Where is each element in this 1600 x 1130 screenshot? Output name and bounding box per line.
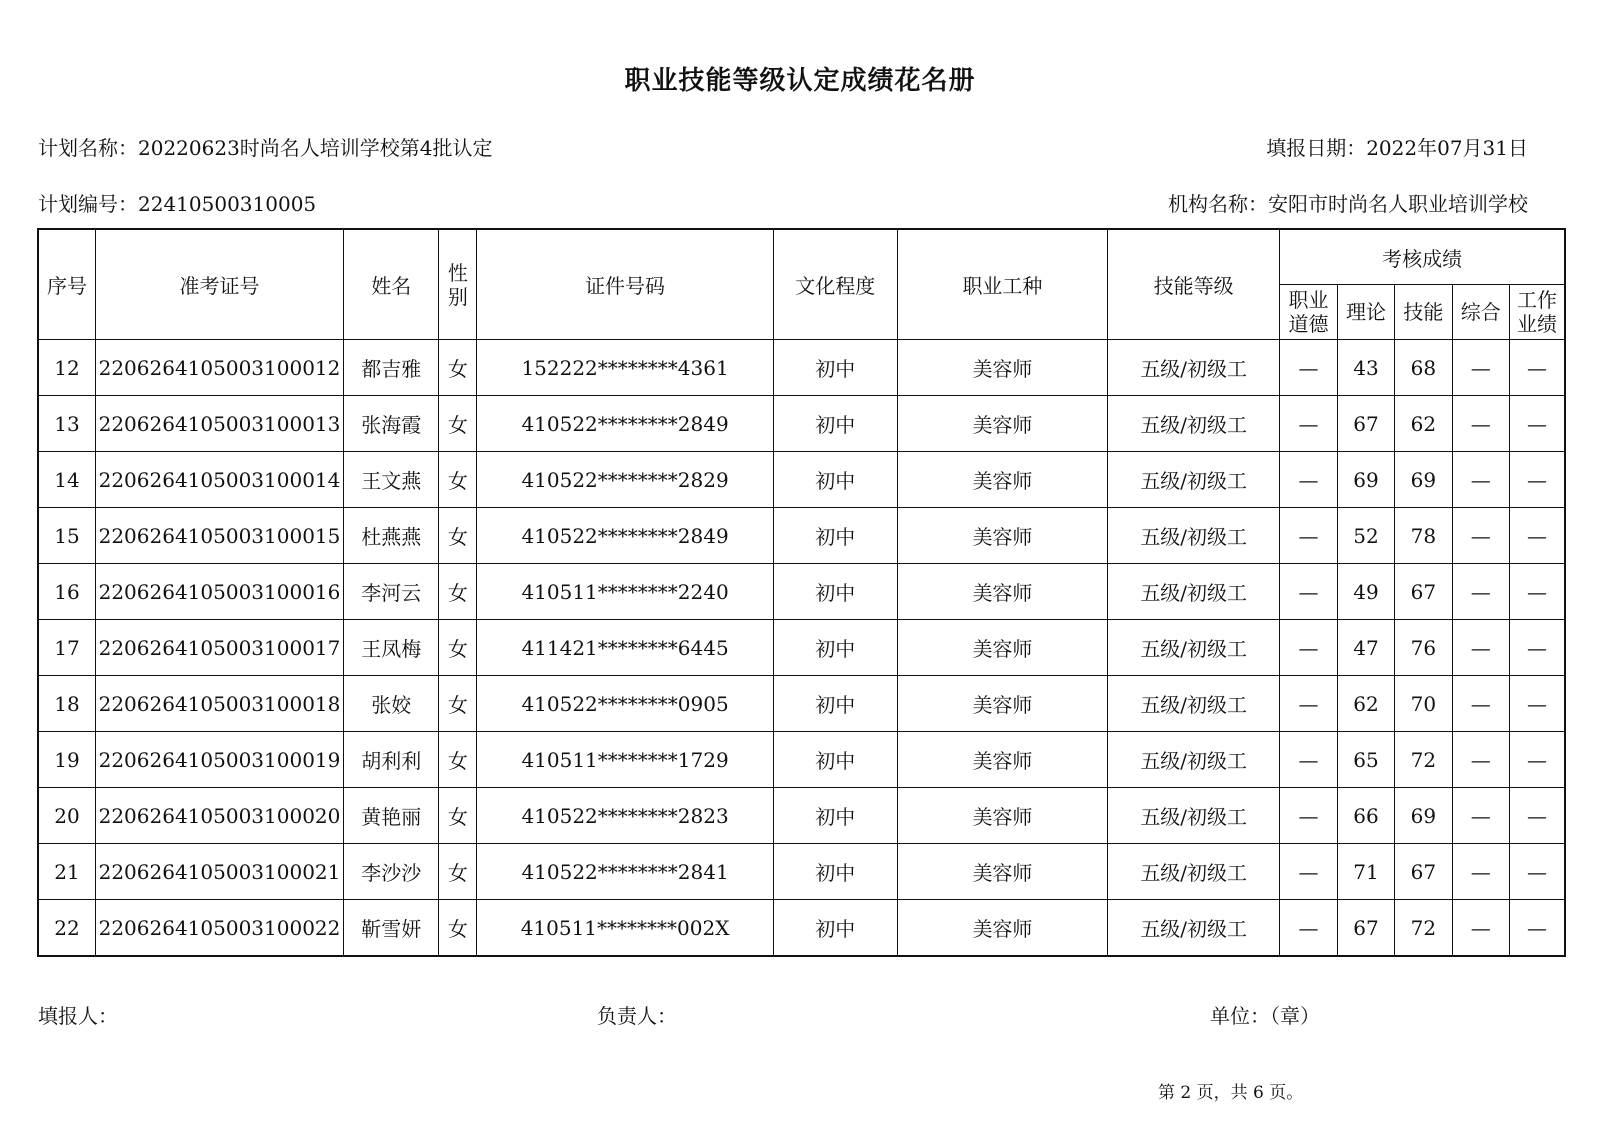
cell-exam-no: 2206264105003100017: [95, 620, 343, 676]
cell-seq: 20: [38, 788, 95, 844]
cell-gender: 女: [439, 676, 477, 732]
cell-theory: 43: [1337, 340, 1394, 396]
cell-performance: —: [1510, 452, 1565, 508]
cell-skill-level: 五级/初级工: [1108, 396, 1280, 452]
cell-education: 初中: [773, 340, 897, 396]
table-row: [38, 900, 1565, 957]
cell-seq: 18: [38, 676, 95, 732]
plan-no-label: 计划编号：: [38, 192, 138, 216]
cell-occupation: 美容师: [897, 508, 1107, 564]
cell-skill-level: 五级/初级工: [1108, 788, 1280, 844]
cell-name: 李河云: [344, 564, 439, 620]
cell-skill: 69: [1395, 788, 1452, 844]
cell-skill-level: 五级/初级工: [1108, 900, 1280, 957]
report-date-line: [1266, 132, 1528, 161]
cell-gender: 女: [439, 564, 477, 620]
table-row: [38, 340, 1565, 396]
cell-skill: 70: [1395, 676, 1452, 732]
cell-skill: 67: [1395, 844, 1452, 900]
cell-name: 王凤梅: [344, 620, 439, 676]
cell-gender: 女: [439, 396, 477, 452]
org-label: 机构名称：: [1168, 192, 1268, 216]
cell-gender: 女: [439, 844, 477, 900]
cell-id-no: 410522********2849: [477, 396, 773, 452]
filler-label: 填报人：: [38, 1004, 118, 1028]
cell-overall: —: [1452, 564, 1509, 620]
responsible-label: 负责人：: [597, 1004, 677, 1028]
cell-gender: 女: [439, 508, 477, 564]
cell-theory: 71: [1337, 844, 1394, 900]
cell-seq: 19: [38, 732, 95, 788]
table-row: [38, 564, 1565, 620]
cell-exam-no: 2206264105003100014: [95, 452, 343, 508]
cell-education: 初中: [773, 396, 897, 452]
cell-seq: 17: [38, 620, 95, 676]
cell-name: 张姣: [344, 676, 439, 732]
table-row: [38, 788, 1565, 844]
cell-theory: 66: [1337, 788, 1394, 844]
cell-performance: —: [1510, 620, 1565, 676]
cell-ethics: —: [1280, 452, 1337, 508]
cell-seq: 16: [38, 564, 95, 620]
cell-gender: 女: [439, 732, 477, 788]
document-title: 职业技能等级认定成绩花名册: [624, 66, 976, 96]
cell-gender: 女: [439, 340, 477, 396]
table-row: [38, 676, 1565, 732]
cell-overall: —: [1452, 508, 1509, 564]
cell-performance: —: [1510, 508, 1565, 564]
cell-id-no: 410511********002X: [477, 900, 773, 957]
cell-overall: —: [1452, 900, 1509, 957]
table-row: [38, 844, 1565, 900]
cell-occupation: 美容师: [897, 900, 1107, 957]
cell-theory: 65: [1337, 732, 1394, 788]
table-row: [38, 620, 1565, 676]
cell-exam-no: 2206264105003100021: [95, 844, 343, 900]
cell-seq: 13: [38, 396, 95, 452]
cell-gender: 女: [439, 788, 477, 844]
cell-performance: —: [1510, 788, 1565, 844]
header-ethics: 职业道德: [1280, 285, 1337, 340]
cell-performance: —: [1510, 676, 1565, 732]
cell-occupation: 美容师: [897, 844, 1107, 900]
cell-performance: —: [1510, 396, 1565, 452]
cell-overall: —: [1452, 396, 1509, 452]
cell-occupation: 美容师: [897, 340, 1107, 396]
cell-education: 初中: [773, 452, 897, 508]
plan-name-label: 计划名称：: [38, 136, 138, 160]
plan-name-line: [38, 132, 493, 161]
cell-skill: 72: [1395, 900, 1452, 957]
cell-theory: 67: [1337, 900, 1394, 957]
cell-name: 王文燕: [344, 452, 439, 508]
cell-seq: 14: [38, 452, 95, 508]
cell-ethics: —: [1280, 508, 1337, 564]
cell-exam-no: 2206264105003100015: [95, 508, 343, 564]
cell-exam-no: 2206264105003100019: [95, 732, 343, 788]
page-number: 第 2 页，共 6 页。: [1158, 1083, 1304, 1103]
cell-education: 初中: [773, 844, 897, 900]
cell-theory: 67: [1337, 396, 1394, 452]
header-seq: 序号: [38, 229, 95, 340]
score-roster-table: [37, 228, 1566, 957]
cell-name: 靳雪妍: [344, 900, 439, 957]
cell-ethics: —: [1280, 676, 1337, 732]
plan-name-value: 20220623时尚名人培训学校第4批认定: [138, 136, 493, 160]
org-name-value: 安阳市时尚名人职业培训学校: [1268, 192, 1528, 216]
cell-education: 初中: [773, 788, 897, 844]
cell-name: 都吉雅: [344, 340, 439, 396]
cell-name: 张海霞: [344, 396, 439, 452]
cell-skill: 76: [1395, 620, 1452, 676]
cell-performance: —: [1510, 564, 1565, 620]
cell-ethics: —: [1280, 788, 1337, 844]
cell-education: 初中: [773, 732, 897, 788]
cell-occupation: 美容师: [897, 676, 1107, 732]
cell-ethics: —: [1280, 844, 1337, 900]
header-performance: 工作业绩: [1510, 285, 1565, 340]
roster-body: [38, 340, 1565, 957]
cell-education: 初中: [773, 508, 897, 564]
cell-id-no: 411421********6445: [477, 620, 773, 676]
cell-skill-level: 五级/初级工: [1108, 452, 1280, 508]
header-skill: 技能: [1395, 285, 1452, 340]
header-gender: 性别: [439, 229, 477, 340]
header-occupation: 职业工种: [897, 229, 1107, 340]
cell-ethics: —: [1280, 900, 1337, 957]
cell-performance: —: [1510, 340, 1565, 396]
cell-skill-level: 五级/初级工: [1108, 732, 1280, 788]
cell-gender: 女: [439, 900, 477, 957]
cell-theory: 47: [1337, 620, 1394, 676]
cell-skill: 67: [1395, 564, 1452, 620]
cell-skill-level: 五级/初级工: [1108, 620, 1280, 676]
cell-skill-level: 五级/初级工: [1108, 564, 1280, 620]
cell-ethics: —: [1280, 396, 1337, 452]
header-theory: 理论: [1337, 285, 1394, 340]
cell-skill: 68: [1395, 340, 1452, 396]
cell-seq: 15: [38, 508, 95, 564]
cell-ethics: —: [1280, 620, 1337, 676]
cell-skill-level: 五级/初级工: [1108, 676, 1280, 732]
cell-id-no: 410522********2823: [477, 788, 773, 844]
report-date-label: 填报日期：: [1266, 136, 1367, 160]
cell-theory: 62: [1337, 676, 1394, 732]
cell-seq: 12: [38, 340, 95, 396]
plan-no-value: 22410500310005: [138, 192, 317, 216]
cell-education: 初中: [773, 900, 897, 957]
cell-skill: 72: [1395, 732, 1452, 788]
cell-ethics: —: [1280, 340, 1337, 396]
cell-ethics: —: [1280, 564, 1337, 620]
table-row: [38, 508, 1565, 564]
header-scores: 考核成绩: [1280, 229, 1565, 285]
cell-occupation: 美容师: [897, 620, 1107, 676]
header-overall: 综合: [1452, 285, 1509, 340]
cell-education: 初中: [773, 676, 897, 732]
cell-exam-no: 2206264105003100020: [95, 788, 343, 844]
cell-exam-no: 2206264105003100016: [95, 564, 343, 620]
cell-performance: —: [1510, 844, 1565, 900]
cell-occupation: 美容师: [897, 564, 1107, 620]
cell-overall: —: [1452, 788, 1509, 844]
cell-theory: 52: [1337, 508, 1394, 564]
cell-name: 李沙沙: [344, 844, 439, 900]
cell-overall: —: [1452, 452, 1509, 508]
header-skill-level: 技能等级: [1108, 229, 1280, 340]
cell-name: 黄艳丽: [344, 788, 439, 844]
cell-performance: —: [1510, 900, 1565, 957]
cell-seq: 22: [38, 900, 95, 957]
cell-name: 胡利利: [344, 732, 439, 788]
cell-skill: 62: [1395, 396, 1452, 452]
cell-theory: 69: [1337, 452, 1394, 508]
cell-id-no: 410522********0905: [477, 676, 773, 732]
table-row: [38, 452, 1565, 508]
cell-exam-no: 2206264105003100018: [95, 676, 343, 732]
report-date-value: 2022年07月31日: [1366, 136, 1528, 160]
cell-overall: —: [1452, 732, 1509, 788]
cell-id-no: 410522********2829: [477, 452, 773, 508]
cell-exam-no: 2206264105003100013: [95, 396, 343, 452]
table-row: [38, 732, 1565, 788]
cell-occupation: 美容师: [897, 452, 1107, 508]
cell-exam-no: 2206264105003100022: [95, 900, 343, 957]
cell-education: 初中: [773, 620, 897, 676]
cell-overall: —: [1452, 676, 1509, 732]
cell-exam-no: 2206264105003100012: [95, 340, 343, 396]
cell-theory: 49: [1337, 564, 1394, 620]
cell-overall: —: [1452, 844, 1509, 900]
cell-id-no: 410511********2240: [477, 564, 773, 620]
cell-skill-level: 五级/初级工: [1108, 508, 1280, 564]
table-row: [38, 396, 1565, 452]
header-id-no: 证件号码: [477, 229, 773, 340]
cell-education: 初中: [773, 564, 897, 620]
unit-seal-label: 单位：（章）: [1210, 1004, 1320, 1028]
cell-ethics: —: [1280, 732, 1337, 788]
cell-gender: 女: [439, 452, 477, 508]
cell-id-no: 410511********1729: [477, 732, 773, 788]
header-name: 姓名: [344, 229, 439, 340]
cell-seq: 21: [38, 844, 95, 900]
cell-skill: 78: [1395, 508, 1452, 564]
cell-skill: 69: [1395, 452, 1452, 508]
cell-skill-level: 五级/初级工: [1108, 844, 1280, 900]
header-exam-no: 准考证号: [95, 229, 343, 340]
org-line: [1168, 188, 1528, 217]
cell-overall: —: [1452, 620, 1509, 676]
cell-occupation: 美容师: [897, 788, 1107, 844]
cell-occupation: 美容师: [897, 396, 1107, 452]
cell-skill-level: 五级/初级工: [1108, 340, 1280, 396]
header-education: 文化程度: [773, 229, 897, 340]
cell-gender: 女: [439, 620, 477, 676]
cell-performance: —: [1510, 732, 1565, 788]
plan-no-line: [38, 188, 316, 217]
cell-id-no: 410522********2841: [477, 844, 773, 900]
cell-id-no: 152222********4361: [477, 340, 773, 396]
cell-name: 杜燕燕: [344, 508, 439, 564]
cell-overall: —: [1452, 340, 1509, 396]
cell-id-no: 410522********2849: [477, 508, 773, 564]
cell-occupation: 美容师: [897, 732, 1107, 788]
